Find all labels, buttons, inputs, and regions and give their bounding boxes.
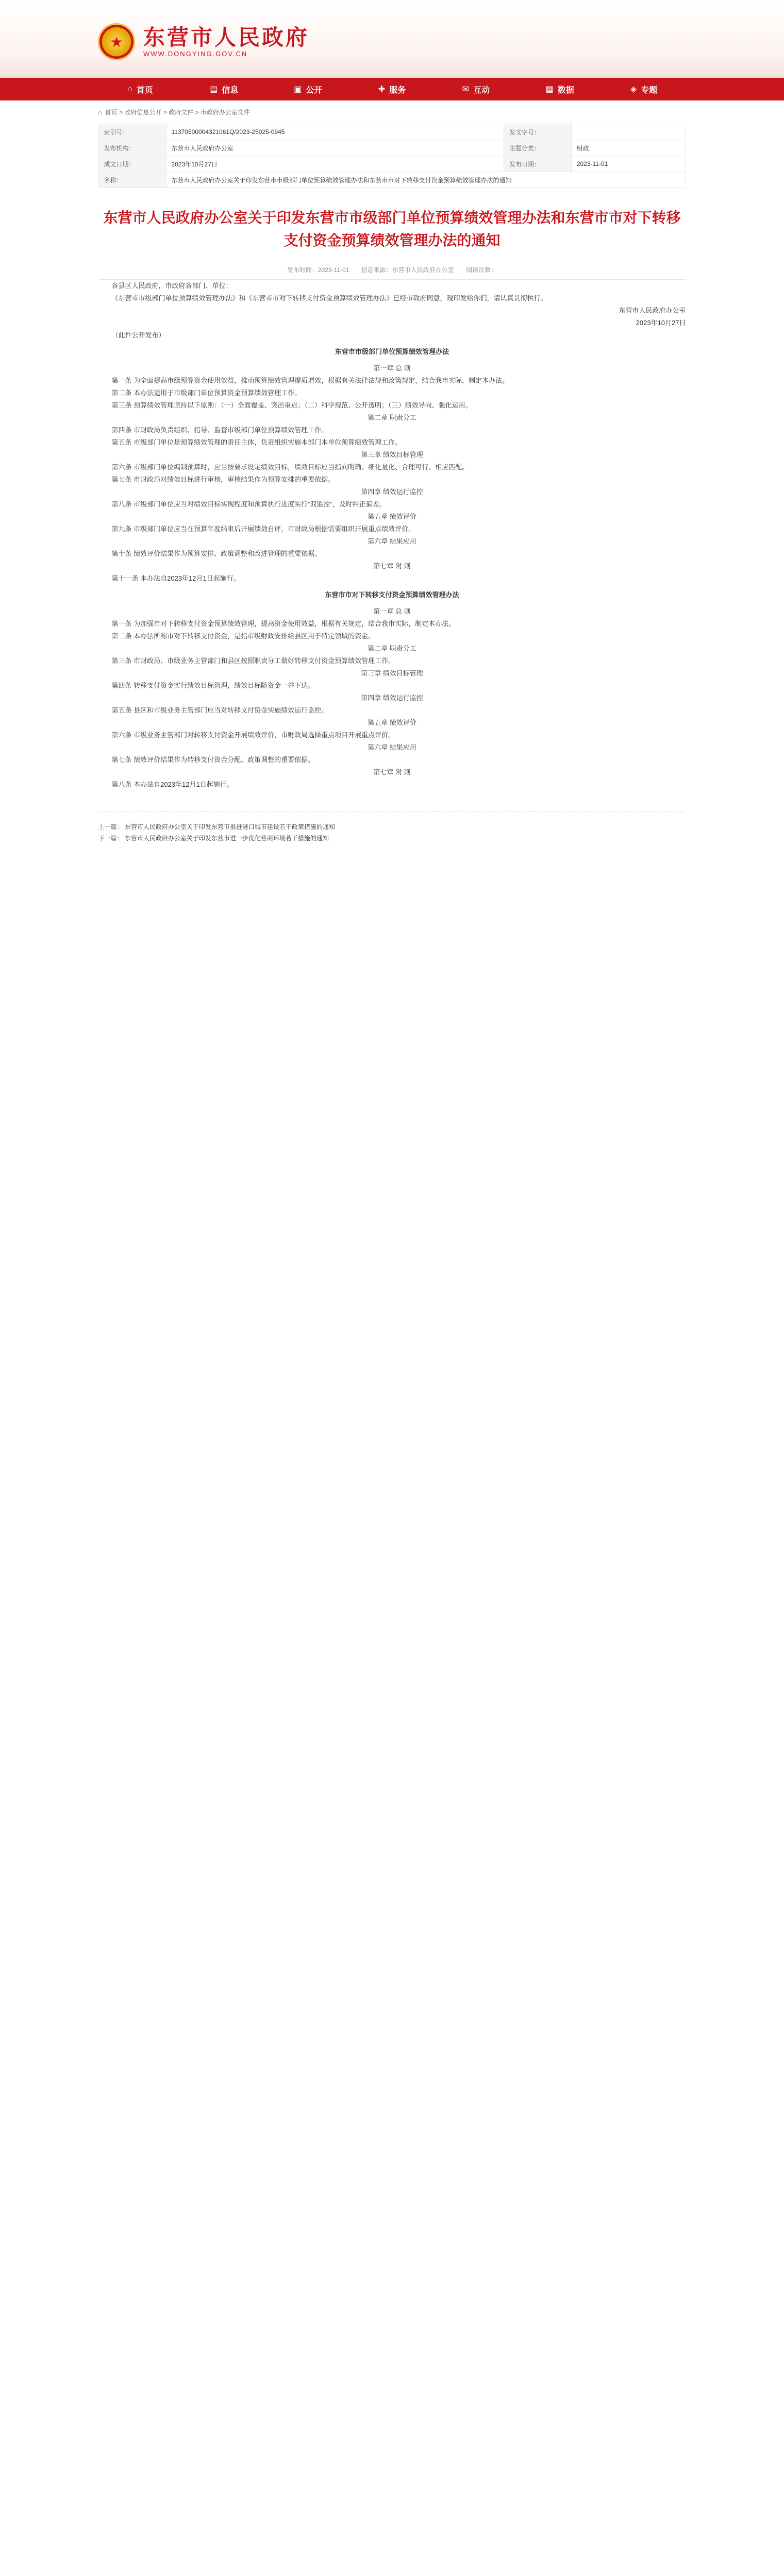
meta-key: 成文日期： (98, 156, 166, 172)
nav-item-label: 数据 (557, 86, 574, 95)
chapter-heading: 第一章 总 则 (373, 364, 411, 372)
paragraph: 第八条 市级部门单位应当对绩效目标实现程度和预算执行进度实行“双监控”，及时纠正偏差。 (111, 500, 386, 508)
paragraph: （此件公开发布） (111, 331, 165, 339)
chapter-heading: 第六章 结果应用 (368, 743, 416, 751)
meta-key: 发布机构： (98, 140, 166, 156)
paragraph: 各县区人民政府，市政府各部门、单位： (111, 282, 232, 290)
service-icon: ✚ (378, 85, 386, 94)
meta-value (571, 124, 686, 140)
chapter-heading: 第二章 职责分工 (368, 645, 416, 652)
nav-item-label: 服务 (389, 86, 406, 95)
paragraph: 第六条 市级部门单位编制预算时，应当按要求设定绩效目标，绩效目标应当指向明确、细化量化、合理可行、相应匹配。 (111, 463, 469, 471)
topic-icon: ◈ (630, 85, 637, 94)
location-icon: ⌂ (98, 108, 102, 116)
paragraph: 第二条 本办法所称市对下转移支付资金，是指市级财政安排给县区用于特定领域的资金。 (111, 632, 375, 640)
meta-row (98, 140, 686, 156)
paragraph: 第四条 市财政局负责组织、指导、监督市级部门单位预算绩效管理工作。 (111, 426, 328, 434)
nav-item-label: 信息 (222, 86, 239, 95)
paragraph: 第五条 市级部门单位是预算绩效管理的责任主体，负责组织实施本部门本单位预算绩效管理工作。 (111, 438, 402, 446)
chapter-heading: 第四章 绩效运行监控 (361, 694, 423, 702)
chat-icon: ✉ (462, 85, 470, 94)
paragraph: 第四条 转移支付资金实行绩效目标管理，绩效目标随资金一并下达。 (111, 682, 315, 689)
doc-info (98, 265, 686, 280)
nav-item-label: 首页 (136, 86, 153, 95)
divider (98, 811, 686, 812)
paragraph: 第二条 本办法适用于市级部门单位预算资金预算绩效管理工作。 (111, 389, 302, 397)
nav-item-label: 公开 (306, 86, 323, 95)
paragraph: 东营市人民政府办公室 (619, 307, 686, 314)
info-icon: ▤ (210, 85, 218, 94)
meta-value: 东营市人民政府办公室 (166, 140, 504, 156)
meta-key: 发文字号： (504, 124, 571, 140)
nav-item-0[interactable] (98, 78, 182, 100)
paragraph: 第十一条 本办法自2023年12月1日起施行。 (111, 574, 240, 582)
chapter-heading: 第二章 职责分工 (368, 414, 416, 421)
site-name: 东营市人民政府 (143, 25, 310, 49)
main-container (98, 124, 686, 844)
paragraph: 第十条 绩效评价结果作为预算安排、政策调整和改进管理的重要依据。 (111, 550, 322, 557)
nav-item-label: 互动 (473, 86, 490, 95)
paragraph: 2023年10月27日 (636, 319, 686, 327)
chapter-heading: 第一章 总 则 (373, 607, 411, 615)
paragraph: 《东营市市级部门单位预算绩效管理办法》和《东营市市对下转移支付资金预算绩效管理办法》已经市政府同意，现印发给你们，请认真贯彻执行。 (111, 294, 547, 302)
breadcrumb (98, 108, 686, 116)
meta-value: 东营市人民政府办公室关于印发东营市市级部门单位预算绩效管理办法和东营市市对下转移支付资金预算绩效管理办法的通知 (166, 172, 686, 188)
paragraph: 第三条 市财政局、市级业务主管部门和县区按照职责分工做好转移支付资金预算绩效管理工作。 (111, 657, 395, 665)
paragraph: 第三条 预算绩效管理坚持以下原则：（一）全面覆盖、突出重点；（二）科学规范、公开透明；（三）绩效导向、强化运用。 (111, 401, 472, 409)
chapter-heading: 第六章 结果应用 (368, 537, 416, 545)
site-logo[interactable] (98, 23, 309, 60)
data-icon: ▦ (545, 85, 554, 94)
source: 信息来源：东营市人民政府办公室 (361, 266, 454, 274)
site-domain: WWW.DONGYING.GOV.CN (143, 50, 248, 58)
nav-item-6[interactable] (602, 78, 686, 100)
meta-value: 11370500004321061Q/2023-25025-0945 (166, 124, 504, 140)
emblem-icon (98, 23, 135, 60)
chapter-heading: 第五章 绩效评价 (368, 719, 416, 726)
chapter-heading: 第七章 附 则 (373, 768, 411, 776)
paragraph: 第七条 绩效评价结果作为转移支付资金分配、政策调整的重要依据。 (111, 756, 315, 764)
page-title: 东营市人民政府办公室关于印发东营市市级部门单位预算绩效管理办法和东营市市对下转移支付资金预算绩效管理办法的通知 (103, 210, 681, 248)
nav-item-2[interactable] (266, 78, 350, 100)
section-heading: 东营市市对下转移支付资金预算绩效管理办法 (325, 591, 459, 599)
nav-item-1[interactable] (182, 78, 266, 100)
meta-row (98, 156, 686, 172)
home-icon: ⌂ (127, 84, 132, 93)
meta-table (98, 124, 686, 188)
nav-item-3[interactable] (350, 78, 434, 100)
chapter-heading: 第三章 绩效目标管理 (361, 451, 423, 459)
nav-item-5[interactable] (518, 78, 602, 100)
meta-key: 发布日期： (504, 156, 571, 172)
nav-item-label: 专题 (641, 86, 658, 95)
view-count: 阅读次数： (466, 266, 497, 274)
paragraph: 第八条 本办法自2023年12月1日起施行。 (111, 781, 233, 788)
meta-value: 2023-11-01 (571, 156, 686, 172)
prev-article[interactable]: 上一篇： 东营市人民政府办公室关于印发东营市推进港口城市建设若干政策措施的通知 (98, 823, 335, 831)
meta-key: 主题分类： (504, 140, 571, 156)
paragraph: 第一条 为加强市对下转移支付资金预算绩效管理，提高资金使用效益，根据有关规定，结合我市实际，制定本办法。 (111, 620, 456, 628)
nav-item-4[interactable] (434, 78, 518, 100)
site-header (0, 0, 784, 78)
main-nav (0, 78, 784, 100)
meta-row (98, 124, 686, 140)
meta-value: 2023年10月27日 (166, 156, 504, 172)
article-content (98, 280, 686, 791)
meta-key: 名称： (98, 172, 166, 188)
paragraph: 第六条 市级业务主管部门对转移支付资金开展绩效评价，市财政局选择重点项目开展重点评价。 (111, 731, 395, 739)
paragraph: 第九条 市级部门单位应当在预算年度结束后开展绩效自评，市财政局根据需要组织开展重点绩效评价。 (111, 525, 415, 533)
next-article[interactable]: 下一篇： 东营市人民政府办公室关于印发东营市进一步优化营商环境若干措施的通知 (98, 835, 329, 842)
meta-key: 索引号： (98, 124, 166, 140)
paragraph: 第七条 市财政局对绩效目标进行审核，审核结果作为预算安排的重要依据。 (111, 476, 335, 483)
chapter-heading: 第七章 附 则 (373, 562, 411, 570)
section-heading: 东营市市级部门单位预算绩效管理办法 (335, 348, 449, 355)
chapter-heading: 第五章 绩效评价 (368, 513, 416, 520)
publish-date: 发布时间：2023-11-01 (287, 266, 349, 274)
meta-value: 财政 (571, 140, 686, 156)
paragraph: 第一条 为全面提高市级预算资金使用效益，推动预算绩效管理提质增效，根据有关法律法规和政策规定，结合我市实际，制定本办法。 (111, 377, 509, 384)
meta-row (98, 172, 686, 188)
breadcrumb-text[interactable]: 首页 > 政府信息公开 > 政府文件 > 市政府办公室文件 (105, 109, 250, 116)
chapter-heading: 第四章 绩效运行监控 (361, 488, 423, 496)
prev-next-nav (98, 821, 686, 844)
chapter-heading: 第三章 绩效目标管理 (361, 669, 423, 677)
folder-icon: ▣ (294, 85, 302, 94)
paragraph: 第五条 县区和市级业务主管部门应当对转移支付资金实施绩效运行监控。 (111, 706, 328, 714)
